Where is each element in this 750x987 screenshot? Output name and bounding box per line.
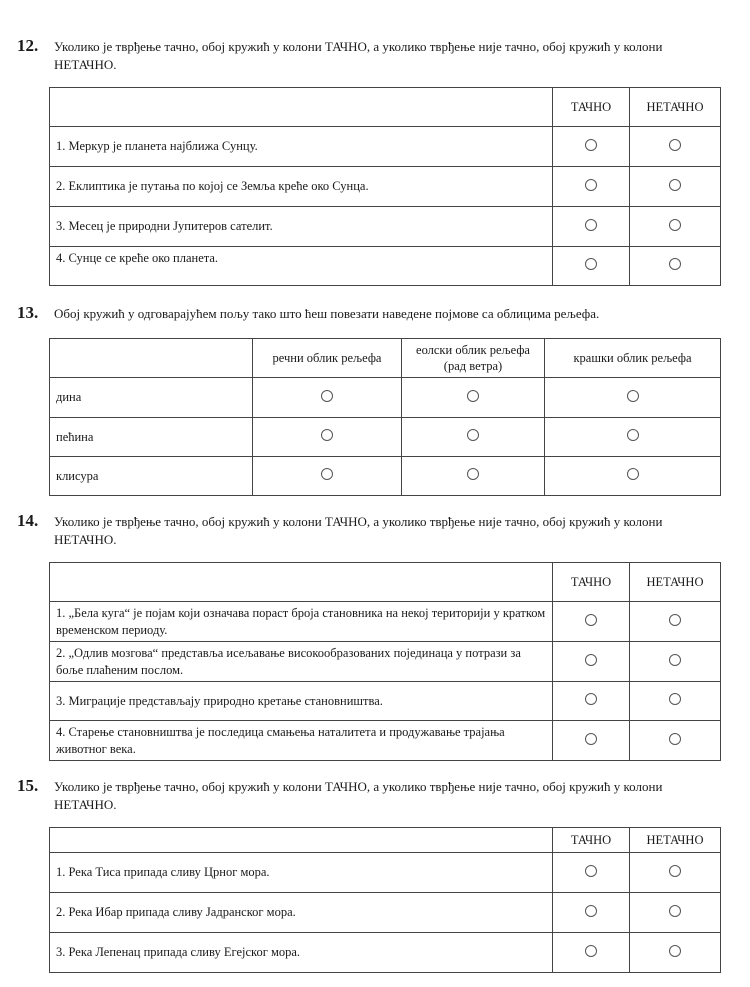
statement: 3. Река Лепенац припада сливу Егејског мора. <box>50 933 553 973</box>
radio-false[interactable] <box>669 865 681 877</box>
radio-false[interactable] <box>669 693 681 705</box>
term: дина <box>50 378 253 418</box>
question-instruction: Обој кружић у одговарајућем пољу тако што ћеш повезати наведене појмове са облицима рељефа. <box>54 306 600 321</box>
radio-true[interactable] <box>585 733 597 745</box>
radio-false[interactable] <box>669 219 681 231</box>
radio-river[interactable] <box>321 390 333 402</box>
radio-true[interactable] <box>585 905 597 917</box>
q13-table <box>49 338 721 496</box>
statement: 2. „Одлив мозгова“ представља исељавање високообразованих појединаца у потрази за боље плаћеним послом. <box>50 642 553 682</box>
radio-karst[interactable] <box>627 390 639 402</box>
col-header-true: ТАЧНО <box>553 88 630 127</box>
q14-table <box>49 562 721 761</box>
empty-header <box>50 828 553 853</box>
radio-false[interactable] <box>669 945 681 957</box>
col-header-false: НЕТАЧНО <box>630 828 721 853</box>
statement: 1. „Бела куга“ је појам који означава пораст броја становника на некој територији у кратком временском периоду. <box>50 602 553 642</box>
radio-false[interactable] <box>669 258 681 270</box>
radio-true[interactable] <box>585 693 597 705</box>
radio-aeolian[interactable] <box>467 468 479 480</box>
q12-table <box>49 87 721 286</box>
radio-false[interactable] <box>669 179 681 191</box>
radio-true[interactable] <box>585 614 597 626</box>
empty-header <box>50 339 253 378</box>
empty-header <box>50 88 553 127</box>
statement: 2. Река Ибар припада сливу Јадранског мора. <box>50 893 553 933</box>
radio-river[interactable] <box>321 468 333 480</box>
radio-true[interactable] <box>585 139 597 151</box>
radio-karst[interactable] <box>627 429 639 441</box>
statement: 4. Сунце се креће око планета. <box>50 247 553 286</box>
col-header-aeolian: еолски облик рељефа (рад ветра) <box>402 339 545 378</box>
radio-true[interactable] <box>585 179 597 191</box>
col-header-false: НЕТАЧНО <box>630 563 721 602</box>
statement: 4. Старење становништва је последица смањења наталитета и продужавање трајања животног века. <box>50 721 553 761</box>
question-instruction: Уколико је тврђење тачно, обој кружић у колони ТАЧНО, а уколико тврђење није тачно, обој кружић у колони НЕТАЧНО. <box>54 779 663 812</box>
empty-header <box>50 563 553 602</box>
question-number: 14. <box>17 511 39 530</box>
question-instruction: Уколико је тврђење тачно, обој кружић у колони ТАЧНО, а уколико тврђење није тачно, обој кружић у колони НЕТАЧНО. <box>54 39 663 72</box>
radio-river[interactable] <box>321 429 333 441</box>
radio-false[interactable] <box>669 733 681 745</box>
radio-false[interactable] <box>669 614 681 626</box>
col-header-true: ТАЧНО <box>553 563 630 602</box>
radio-false[interactable] <box>669 654 681 666</box>
radio-false[interactable] <box>669 905 681 917</box>
col-header-karst: крашки облик рељефа <box>545 339 721 378</box>
question-number: 15. <box>17 776 39 795</box>
radio-true[interactable] <box>585 945 597 957</box>
col-header-river: речни облик рељефа <box>253 339 402 378</box>
statement: 1. Меркур је планета најближа Сунцу. <box>50 127 553 167</box>
radio-karst[interactable] <box>627 468 639 480</box>
question-number: 13. <box>17 303 39 322</box>
statement: 2. Еклиптика је путања по којој се Земља креће око Сунца. <box>50 167 553 207</box>
col-header-true: ТАЧНО <box>553 828 630 853</box>
radio-true[interactable] <box>585 258 597 270</box>
radio-true[interactable] <box>585 865 597 877</box>
radio-true[interactable] <box>585 654 597 666</box>
statement: 3. Месец је природни Јупитеров сателит. <box>50 207 553 247</box>
question-instruction: Уколико је тврђење тачно, обој кружић у колони ТАЧНО, а уколико тврђење није тачно, обој кружић у колони НЕТАЧНО. <box>54 514 663 547</box>
col-header-false: НЕТАЧНО <box>630 88 721 127</box>
radio-true[interactable] <box>585 219 597 231</box>
radio-false[interactable] <box>669 139 681 151</box>
term: клисура <box>50 457 253 496</box>
question-number: 12. <box>17 36 39 55</box>
radio-aeolian[interactable] <box>467 390 479 402</box>
term: пећина <box>50 418 253 457</box>
statement: 3. Миграције представљају природно кретање становништва. <box>50 682 553 721</box>
statement: 1. Река Тиса припада сливу Црног мора. <box>50 853 553 893</box>
q15-table <box>49 827 721 973</box>
radio-aeolian[interactable] <box>467 429 479 441</box>
